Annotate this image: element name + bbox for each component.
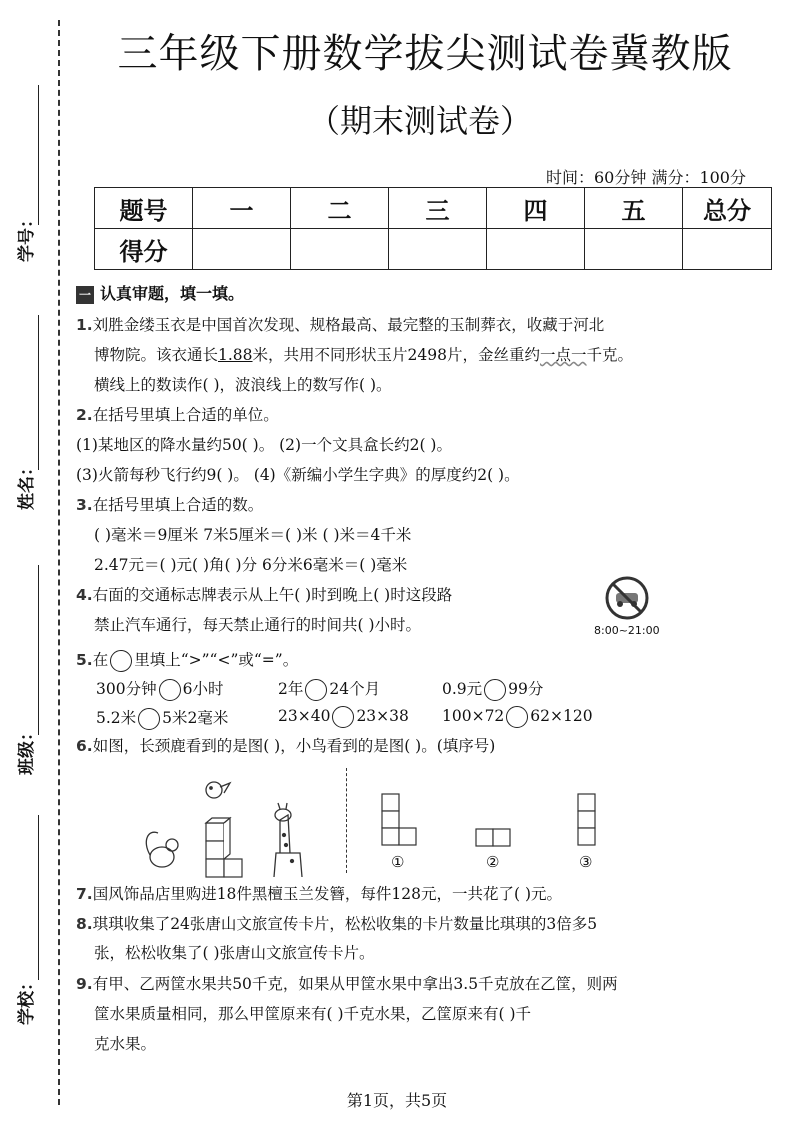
q5-item <box>96 677 223 701</box>
q5-left: 2年 <box>278 680 304 698</box>
q2-line1 <box>76 403 279 425</box>
score-header-cell: 题号 <box>95 188 193 229</box>
q6-number: 6. <box>76 737 93 755</box>
score-cell[interactable] <box>389 229 487 270</box>
q1-text: 博物院。该衣通长 <box>94 346 219 364</box>
page-title: 三年级下册数学拔尖测试卷冀教版 <box>117 31 733 77</box>
answer-circle-icon[interactable] <box>159 679 181 701</box>
q1-line1 <box>76 313 604 335</box>
score-header-cell: 三 <box>389 188 487 229</box>
q7-line1 <box>76 882 562 904</box>
answer-circle-icon <box>110 650 132 672</box>
q2-text: 在括号里填上合适的单位。 <box>92 406 279 424</box>
squirrel-icon <box>146 832 178 867</box>
page-footer: 第1页，共5页 <box>346 1091 448 1110</box>
q6-divider <box>346 768 347 873</box>
giraffe-icon <box>274 803 302 877</box>
q1-text: 刘胜金缕玉衣是中国首次发现、规格最高、最完整的玉制葬衣，收藏于河北 <box>92 316 605 334</box>
q5-item <box>278 706 409 728</box>
q6-line1 <box>76 734 495 756</box>
binding-dashed-line <box>58 20 60 1105</box>
q9-number: 9. <box>76 975 93 993</box>
q4-line2: 禁止汽车通行，每天禁止通行的时间共( )小时。 <box>94 616 422 634</box>
q5-item <box>278 677 380 701</box>
name-label: 姓名： <box>17 459 37 510</box>
q1-line3: 横线上的数读作( )，波浪线上的数写作( )。 <box>94 376 392 394</box>
q2-line3: (3)火箭每秒飞行约9( )。 (4)《新编小学生字典》的厚度约2( )。 <box>76 466 520 484</box>
section-title: 认真审题，填一填。 <box>100 284 245 303</box>
q5-left: 300分钟 <box>96 680 157 698</box>
q1-number: 1. <box>76 316 93 334</box>
class-line <box>38 565 39 735</box>
q7-text: 国风饰品店里购进18件黑檀玉兰发簪，每件128元，一共花了( )元。 <box>92 885 563 903</box>
student-id-line <box>38 85 39 225</box>
q5-left: 0.9元 <box>442 680 483 698</box>
answer-circle-icon[interactable] <box>138 708 160 730</box>
page-subtitle: （期末测试卷） <box>307 102 532 140</box>
q5-right: 62×120 <box>530 707 593 725</box>
q5-item <box>442 677 543 701</box>
school-line <box>38 815 39 980</box>
time-info: 时间：60分钟 满分：100分 <box>546 168 746 187</box>
section-badge: 一 <box>76 286 94 304</box>
cube-stack-icon <box>206 818 242 877</box>
score-cell[interactable] <box>487 229 585 270</box>
q1-text: 米，共用不同形状玉片2498片，金丝重约 <box>252 346 540 364</box>
q7-number: 7. <box>76 885 93 903</box>
q2-line2: (1)某地区的降水量约50( )。 (2)一个文具盒长约2( )。 <box>76 436 452 454</box>
q6-choice2-view <box>472 827 516 849</box>
q3-line2: ( )毫米＝9厘米 7米5厘米＝( )米 ( )米＝4千米 <box>94 526 412 544</box>
q8-line1 <box>76 912 597 934</box>
sign-time-label: 8:00~21:00 <box>594 624 660 637</box>
score-cell[interactable] <box>193 229 291 270</box>
score-cell[interactable] <box>291 229 389 270</box>
q5-line1 <box>76 648 298 672</box>
answer-circle-icon[interactable] <box>305 679 327 701</box>
q5-right: 99分 <box>508 680 544 698</box>
q5-item <box>96 706 228 730</box>
q6-choice2-label: ② <box>486 853 500 871</box>
no-car-sign-icon <box>604 575 650 621</box>
q6-choice3-view <box>574 792 600 848</box>
answer-circle-icon[interactable] <box>506 706 528 728</box>
q5-right: 6小时 <box>182 680 224 698</box>
answer-circle-icon[interactable] <box>484 679 506 701</box>
q6-choice1-view <box>378 792 422 848</box>
score-table <box>94 187 772 270</box>
q5-left: 100×72 <box>442 707 505 725</box>
q9-line1 <box>76 972 618 994</box>
q6-choice3-label: ③ <box>579 853 593 871</box>
score-header-cell: 四 <box>487 188 585 229</box>
q6-choice1-label: ① <box>391 853 405 871</box>
q5-number: 5. <box>76 651 93 669</box>
answer-circle-icon[interactable] <box>332 706 354 728</box>
score-header-cell: 二 <box>291 188 389 229</box>
q3-line1 <box>76 493 263 515</box>
name-line <box>38 315 39 470</box>
q5-left: 5.2米 <box>96 709 137 727</box>
q5-right: 5米2毫米 <box>162 709 229 727</box>
score-header-cell: 一 <box>193 188 291 229</box>
q5-text: 在 <box>92 651 109 669</box>
q3-text: 在括号里填上合适的数。 <box>92 496 264 514</box>
q1-line2 <box>94 343 633 365</box>
class-label: 班级： <box>17 724 37 775</box>
score-cell[interactable] <box>585 229 683 270</box>
q1-underlined-number: 1.88 <box>218 346 253 364</box>
section-heading <box>76 281 244 304</box>
q8-line2: 张，松松收集了( )张唐山文旅宣传卡片。 <box>94 944 375 962</box>
q9-line2: 筐水果质量相同，那么甲筐原来有( )千克水果，乙筐原来有( )千 <box>94 1005 532 1023</box>
q9-line3: 克水果。 <box>94 1035 157 1053</box>
q8-text: 琪琪收集了24张唐山文旅宣传卡片，松松收集的卡片数量比琪琪的3倍多5 <box>92 915 598 933</box>
q4-line1 <box>76 583 452 605</box>
student-id-label: 学号： <box>17 211 37 262</box>
q5-left: 23×40 <box>278 707 331 725</box>
school-label: 学校： <box>17 974 37 1025</box>
score-header-cell: 总分 <box>683 188 772 229</box>
q1-wavy-number: 一点一 <box>539 346 587 364</box>
score-table-score-row <box>95 229 772 270</box>
q3-number: 3. <box>76 496 93 514</box>
score-table-header-row <box>95 188 772 229</box>
q4-text: 右面的交通标志牌表示从上午( )时到晚上( )时这段路 <box>92 586 453 604</box>
bird-icon <box>206 782 230 798</box>
q5-item <box>442 706 593 728</box>
score-row-label: 得分 <box>95 229 193 270</box>
q4-number: 4. <box>76 586 93 604</box>
q5-right: 23×38 <box>356 707 409 725</box>
q3-line3: 2.47元＝( )元( )角( )分 6分米6毫米＝( )毫米 <box>94 556 408 574</box>
q8-number: 8. <box>76 915 93 933</box>
q6-scene-figure <box>140 775 330 880</box>
score-header-cell: 五 <box>585 188 683 229</box>
q1-text: 千克。 <box>586 346 634 364</box>
q2-number: 2. <box>76 406 93 424</box>
q5-right: 24个月 <box>329 680 381 698</box>
q6-text: 如图，长颈鹿看到的是图( )，小鸟看到的是图( )。(填序号) <box>92 737 496 755</box>
q9-text: 有甲、乙两筐水果共50千克，如果从甲筐水果中拿出3.5千克放在乙筐，则两 <box>92 975 618 993</box>
score-cell[interactable] <box>683 229 772 270</box>
q5-text: 里填上“>”“<”或“=”。 <box>134 651 299 669</box>
